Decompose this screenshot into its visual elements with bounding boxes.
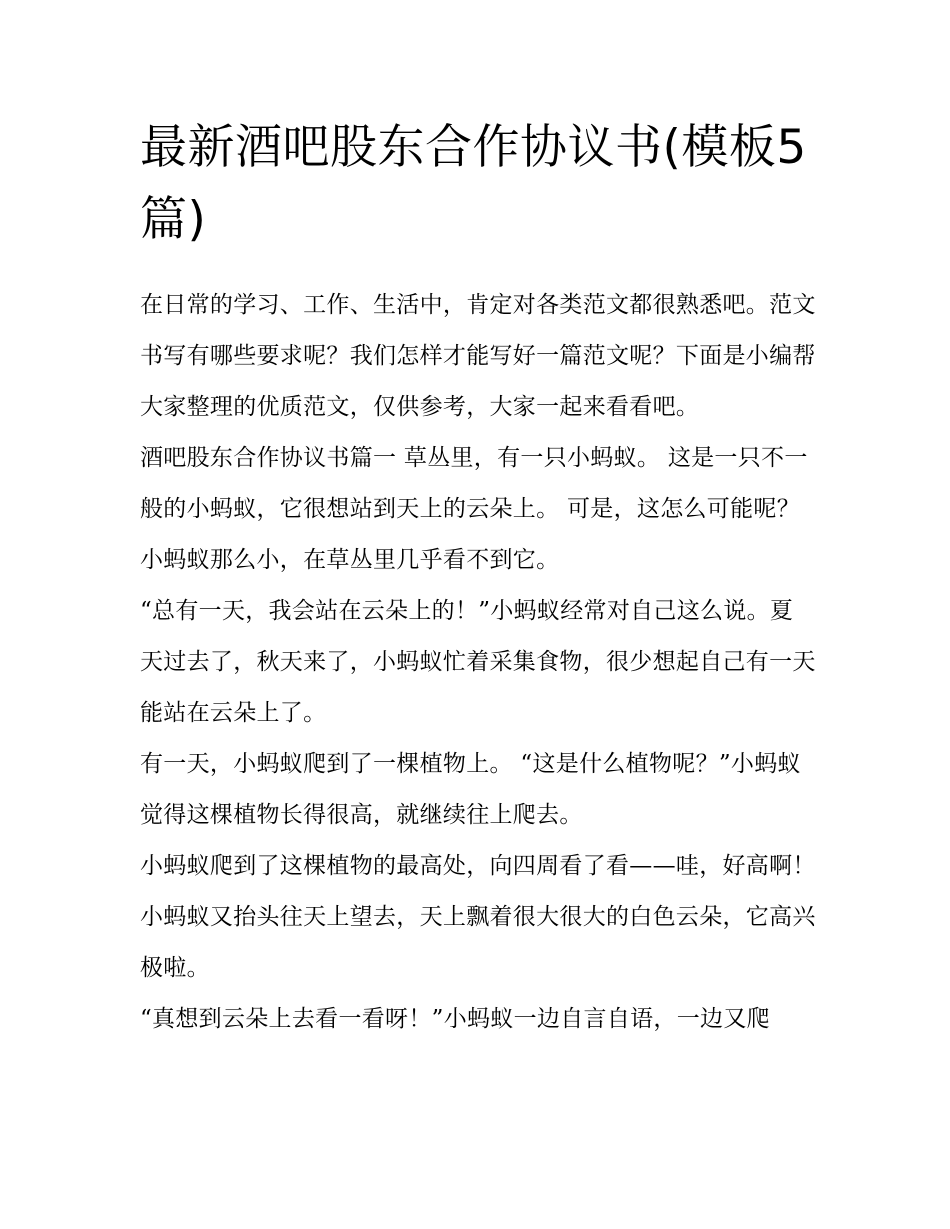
intro-paragraph: 在日常的学习、工作、生活中，肯定对各类范文都很熟悉吧。范文书写有哪些要求呢？我们怎样才能写好一篇范文呢？下面是小编帮大家整理的优质范文，仅供参考，大家一起来看看吧。 (140, 292, 816, 420)
body-paragraph: “总有一天，我会站在云朵上的！”小蚂蚁经常对自己这么说。夏天过去了，秋天来了，小蚂蚁忙着采集食物，很少想起自己有一天能站在云朵上了。 (140, 598, 816, 726)
body-paragraph: 小蚂蚁爬到了这棵植物的最高处，向四周看了看——哇，好高啊！ 小蚂蚁又抬头往天上望去，天上飘着很大很大的白色云朵，它高兴极啦。 (140, 853, 816, 981)
body-paragraph: 酒吧股东合作协议书篇一 草丛里，有一只小蚂蚁。 这是一只不一般的小蚂蚁，它很想站到天上的云朵上。 可是，这怎么可能呢？小蚂蚁那么小，在草丛里几乎看不到它。 (140, 445, 808, 573)
document-page (140, 112, 816, 1045)
document-title: 最新酒吧股东合作协议书(模板5篇) (140, 120, 807, 247)
body-paragraph: 有一天，小蚂蚁爬到了一棵植物上。 “这是什么植物呢？”小蚂蚁觉得这棵植物长得很高，就继续往上爬去。 (140, 751, 801, 828)
body-paragraph: “真想到云朵上去看一看呀！”小蚂蚁一边自言自语，一边又爬 (140, 1006, 770, 1032)
